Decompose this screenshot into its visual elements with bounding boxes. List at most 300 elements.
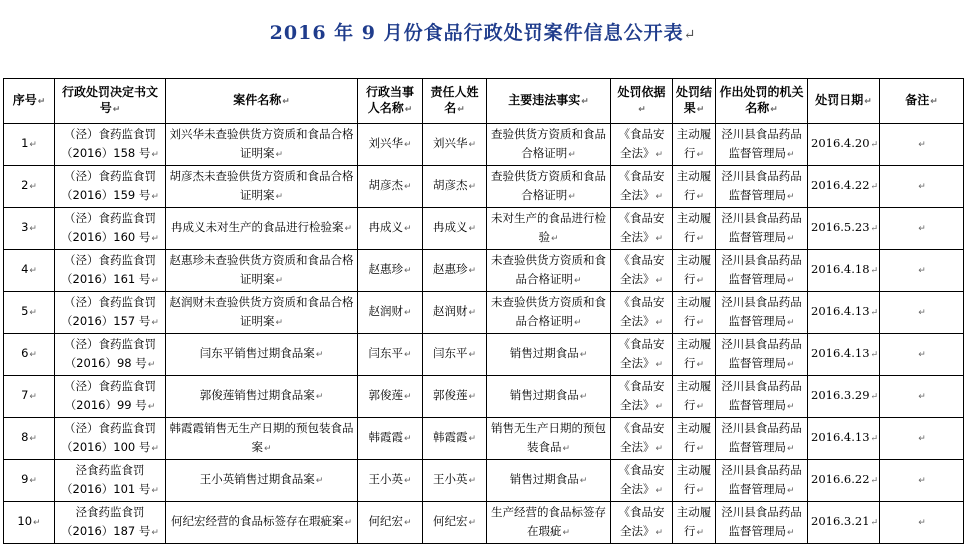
main-violation-fact-cell bbox=[487, 250, 611, 292]
penalty-result: 主动履行 bbox=[676, 168, 712, 202]
paragraph-mark-icon: ↵ bbox=[403, 350, 412, 360]
main-violation-fact-cell bbox=[487, 208, 611, 250]
case-name-cell bbox=[166, 460, 358, 502]
responsible-person-cell bbox=[423, 334, 487, 376]
decision-doc-number-cell bbox=[55, 334, 166, 376]
responsible-person-cell bbox=[423, 208, 487, 250]
paragraph-mark-icon: ↵ bbox=[151, 485, 159, 496]
responsible-person: 刘兴华 bbox=[432, 136, 468, 150]
paragraph-mark-icon: ↵ bbox=[655, 317, 664, 328]
paragraph-mark-icon: ↵ bbox=[37, 97, 46, 107]
penalty-result: 主动履行 bbox=[676, 420, 712, 454]
paragraph-mark-icon: ↵ bbox=[918, 392, 926, 402]
case-name: 韩霞霞销售无生产日期的预包装食品案 bbox=[169, 420, 354, 454]
row-number-cell bbox=[4, 460, 55, 502]
main-violation-fact-cell bbox=[487, 334, 611, 376]
penalty-result: 主动履行 bbox=[676, 336, 712, 370]
penalty-date: 2016.6.22 bbox=[811, 472, 870, 486]
decision-doc-number: （泾）食药监食罚（2016）159 号 bbox=[61, 168, 156, 202]
main-violation-fact: 销售无生产日期的预包装食品 bbox=[491, 420, 606, 454]
paragraph-mark-icon: ↵ bbox=[457, 105, 465, 115]
responsible-person-cell bbox=[423, 502, 487, 544]
paragraph-mark-icon: ↵ bbox=[315, 476, 324, 486]
row-number-cell bbox=[4, 250, 55, 292]
penalty-table-container bbox=[3, 78, 963, 544]
paragraph-mark-icon: ↵ bbox=[151, 443, 159, 454]
case-name: 何纪宏经营的食品标签存在瑕疵案 bbox=[170, 514, 344, 528]
party-name-cell bbox=[358, 208, 423, 250]
paragraph-mark-icon: ↵ bbox=[468, 476, 477, 486]
penalty-result: 主动履行 bbox=[676, 210, 712, 244]
decision-doc-number-cell bbox=[55, 502, 166, 544]
responsible-person: 胡彦杰 bbox=[432, 178, 468, 192]
party-name-cell bbox=[358, 418, 423, 460]
row-number-cell bbox=[4, 334, 55, 376]
penalty-date: 2016.4.20 bbox=[811, 136, 870, 150]
paragraph-mark-icon: ↵ bbox=[655, 401, 664, 412]
penalty-basis: 《食品安全法》 bbox=[618, 378, 665, 412]
remarks-cell bbox=[880, 250, 964, 292]
penalty-result: 主动履行 bbox=[676, 462, 712, 496]
issuing-authority: 泾川县食品药品监督管理局 bbox=[721, 378, 802, 412]
responsible-person-cell bbox=[423, 166, 487, 208]
penalty-basis-cell bbox=[611, 292, 673, 334]
penalty-basis: 《食品安全法》 bbox=[618, 420, 665, 454]
paragraph-mark-icon: ↵ bbox=[696, 317, 705, 328]
paragraph-mark-icon: ↵ bbox=[282, 97, 290, 107]
paragraph-mark-icon: ↵ bbox=[655, 191, 664, 202]
responsible-person: 何纪宏 bbox=[432, 514, 468, 528]
paragraph-mark-icon: ↵ bbox=[655, 275, 664, 286]
penalty-result-cell bbox=[673, 460, 716, 502]
party-name: 赵润财 bbox=[368, 304, 403, 318]
penalty-basis-cell bbox=[611, 166, 673, 208]
table-row bbox=[4, 334, 964, 376]
issuing-authority: 泾川县食品药品监督管理局 bbox=[721, 294, 802, 328]
party-name: 胡彦杰 bbox=[368, 178, 403, 192]
case-name-cell bbox=[166, 418, 358, 460]
penalty-result: 主动履行 bbox=[676, 378, 712, 412]
paragraph-mark-icon: ↵ bbox=[786, 275, 795, 286]
column-header bbox=[716, 79, 808, 124]
penalty-result-cell bbox=[673, 292, 716, 334]
paragraph-mark-icon: ↵ bbox=[870, 392, 879, 402]
paragraph-mark-icon: ↵ bbox=[918, 350, 926, 360]
party-name: 冉成义 bbox=[368, 220, 403, 234]
table-row bbox=[4, 166, 964, 208]
paragraph-mark-icon: ↵ bbox=[655, 485, 664, 496]
paragraph-mark-icon: ↵ bbox=[151, 149, 159, 160]
penalty-basis-cell bbox=[611, 460, 673, 502]
row-number-cell bbox=[4, 208, 55, 250]
penalty-result-cell bbox=[673, 418, 716, 460]
issuing-authority-cell bbox=[716, 208, 808, 250]
decision-doc-number-cell bbox=[55, 208, 166, 250]
paragraph-mark-icon: ↵ bbox=[29, 350, 37, 360]
paragraph-mark-icon: ↵ bbox=[696, 485, 705, 496]
paragraph-mark-icon: ↵ bbox=[404, 105, 413, 115]
penalty-result: 主动履行 bbox=[676, 294, 712, 328]
penalty-date: 2016.4.18 bbox=[811, 262, 870, 276]
column-header bbox=[4, 79, 55, 124]
remarks-cell bbox=[880, 460, 964, 502]
paragraph-mark-icon: ↵ bbox=[550, 233, 559, 244]
penalty-date-cell bbox=[808, 250, 880, 292]
main-violation-fact-cell bbox=[487, 502, 611, 544]
paragraph-mark-icon: ↵ bbox=[29, 224, 37, 234]
paragraph-mark-icon: ↵ bbox=[403, 308, 412, 318]
case-name: 闫东平销售过期食品案 bbox=[199, 346, 315, 360]
table-row bbox=[4, 418, 964, 460]
main-violation-fact-cell bbox=[487, 124, 611, 166]
penalty-date-cell bbox=[808, 334, 880, 376]
paragraph-mark-icon: ↵ bbox=[918, 308, 926, 318]
table-row bbox=[4, 250, 964, 292]
penalty-basis-cell bbox=[611, 334, 673, 376]
paragraph-mark-icon: ↵ bbox=[579, 350, 588, 360]
penalty-basis-cell bbox=[611, 418, 673, 460]
penalty-date: 2016.4.13 bbox=[811, 346, 870, 360]
case-name: 胡彦杰未查验供货方资质和食品合格证明案 bbox=[169, 168, 354, 202]
row-number: 8 bbox=[21, 430, 29, 444]
issuing-authority-cell bbox=[716, 334, 808, 376]
paragraph-mark-icon: ↵ bbox=[579, 392, 588, 402]
decision-doc-number: 泾食药监食罚（2016）187 号 bbox=[61, 504, 151, 538]
penalty-basis: 《食品安全法》 bbox=[618, 294, 665, 328]
paragraph-mark-icon: ↵ bbox=[786, 527, 795, 538]
paragraph-mark-icon: ↵ bbox=[29, 140, 37, 150]
paragraph-mark-icon: ↵ bbox=[403, 182, 412, 192]
paragraph-mark-icon: ↵ bbox=[696, 359, 705, 370]
issuing-authority-cell bbox=[716, 418, 808, 460]
decision-doc-number-cell bbox=[55, 250, 166, 292]
main-violation-fact: 销售过期食品 bbox=[509, 388, 579, 402]
column-header-label: 序号 bbox=[12, 93, 37, 107]
paragraph-mark-icon: ↵ bbox=[403, 224, 412, 234]
party-name-cell bbox=[358, 250, 423, 292]
paragraph-mark-icon: ↵ bbox=[918, 434, 926, 444]
row-number: 10 bbox=[17, 514, 33, 528]
column-header bbox=[880, 79, 964, 124]
penalty-date-cell bbox=[808, 166, 880, 208]
party-name: 韩霞霞 bbox=[368, 430, 403, 444]
paragraph-mark-icon: ↵ bbox=[870, 350, 879, 360]
decision-doc-number: （泾）食药监食罚（2016）157 号 bbox=[61, 294, 156, 328]
column-header-label: 处罚结果 bbox=[676, 85, 713, 115]
issuing-authority: 泾川县食品药品监督管理局 bbox=[721, 462, 802, 496]
case-name-cell bbox=[166, 208, 358, 250]
responsible-person: 闫东平 bbox=[432, 346, 468, 360]
main-violation-fact-cell bbox=[487, 376, 611, 418]
paragraph-mark-icon: ↵ bbox=[29, 434, 37, 444]
row-number: 5 bbox=[21, 304, 29, 318]
paragraph-mark-icon: ↵ bbox=[864, 97, 872, 107]
column-header bbox=[487, 79, 611, 124]
penalty-date-cell bbox=[808, 502, 880, 544]
paragraph-mark-icon: ↵ bbox=[562, 527, 571, 538]
party-name: 闫东平 bbox=[368, 346, 403, 360]
responsible-person: 王小英 bbox=[432, 472, 468, 486]
column-header-label: 处罚日期 bbox=[815, 93, 864, 107]
responsible-person: 赵润财 bbox=[432, 304, 468, 318]
responsible-person-cell bbox=[423, 418, 487, 460]
paragraph-mark-icon: ↵ bbox=[468, 392, 477, 402]
paragraph-mark-icon: ↵ bbox=[696, 105, 705, 115]
paragraph-mark-icon: ↵ bbox=[275, 149, 284, 160]
table-row bbox=[4, 208, 964, 250]
remarks-cell bbox=[880, 502, 964, 544]
case-name-cell bbox=[166, 334, 358, 376]
column-header-label: 行政当事人名称 bbox=[365, 85, 414, 115]
column-header bbox=[808, 79, 880, 124]
main-violation-fact-cell bbox=[487, 460, 611, 502]
penalty-result-cell bbox=[673, 334, 716, 376]
paragraph-mark-icon: ↵ bbox=[275, 317, 284, 328]
issuing-authority-cell bbox=[716, 166, 808, 208]
remarks-cell bbox=[880, 334, 964, 376]
penalty-result: 主动履行 bbox=[676, 252, 712, 286]
case-name: 郭俊莲销售过期食品案 bbox=[199, 388, 315, 402]
case-name-cell bbox=[166, 166, 358, 208]
penalty-result: 主动履行 bbox=[676, 504, 712, 538]
main-violation-fact: 未对生产的食品进行检验 bbox=[491, 210, 606, 244]
penalty-basis: 《食品安全法》 bbox=[618, 462, 665, 496]
paragraph-mark-icon: ↵ bbox=[638, 105, 646, 115]
paragraph-mark-icon: ↵ bbox=[696, 443, 705, 454]
paragraph-mark-icon: ↵ bbox=[581, 97, 589, 107]
paragraph-mark-icon: ↵ bbox=[870, 182, 879, 192]
penalty-date-cell bbox=[808, 418, 880, 460]
paragraph-mark-icon: ↵ bbox=[568, 191, 576, 202]
issuing-authority: 泾川县食品药品监督管理局 bbox=[721, 252, 802, 286]
penalty-basis: 《食品安全法》 bbox=[618, 336, 665, 370]
case-name-cell bbox=[166, 292, 358, 334]
responsible-person: 冉成义 bbox=[432, 220, 468, 234]
issuing-authority: 泾川县食品药品监督管理局 bbox=[721, 126, 802, 160]
paragraph-mark-icon: ↵ bbox=[263, 443, 272, 454]
party-name: 何纪宏 bbox=[368, 514, 403, 528]
paragraph-mark-icon: ↵ bbox=[403, 476, 412, 486]
paragraph-mark-icon: ↵ bbox=[918, 266, 926, 276]
paragraph-mark-icon: ↵ bbox=[151, 317, 159, 328]
remarks-cell bbox=[880, 376, 964, 418]
decision-doc-number: 泾食药监食罚（2016）101 号 bbox=[61, 462, 151, 496]
row-number: 2 bbox=[21, 178, 29, 192]
responsible-person-cell bbox=[423, 460, 487, 502]
paragraph-mark-icon: ↵ bbox=[870, 266, 879, 276]
responsible-person-cell bbox=[423, 250, 487, 292]
paragraph-mark-icon: ↵ bbox=[655, 443, 664, 454]
paragraph-mark-icon: ↵ bbox=[786, 401, 795, 412]
main-violation-fact: 销售过期食品 bbox=[509, 346, 579, 360]
row-number-cell bbox=[4, 292, 55, 334]
responsible-person-cell bbox=[423, 292, 487, 334]
party-name: 王小英 bbox=[368, 472, 403, 486]
paragraph-mark-icon: ↵ bbox=[696, 401, 705, 412]
table-row bbox=[4, 124, 964, 166]
issuing-authority: 泾川县食品药品监督管理局 bbox=[721, 168, 802, 202]
paragraph-mark-icon: ↵ bbox=[918, 476, 926, 486]
table-row bbox=[4, 460, 964, 502]
responsible-person-cell bbox=[423, 376, 487, 418]
paragraph-mark-icon: ↵ bbox=[786, 485, 795, 496]
column-header bbox=[166, 79, 358, 124]
decision-doc-number-cell bbox=[55, 460, 166, 502]
paragraph-mark-icon: ↵ bbox=[683, 27, 697, 43]
paragraph-mark-icon: ↵ bbox=[468, 140, 477, 150]
remarks-cell bbox=[880, 292, 964, 334]
penalty-date-cell bbox=[808, 460, 880, 502]
paragraph-mark-icon: ↵ bbox=[151, 191, 159, 202]
paragraph-mark-icon: ↵ bbox=[870, 476, 879, 486]
paragraph-mark-icon: ↵ bbox=[870, 308, 879, 318]
table-row bbox=[4, 502, 964, 544]
paragraph-mark-icon: ↵ bbox=[786, 359, 795, 370]
main-violation-fact: 生产经营的食品标签存在瑕疵 bbox=[491, 504, 606, 538]
penalty-date-cell bbox=[808, 124, 880, 166]
case-name-cell bbox=[166, 376, 358, 418]
penalty-basis: 《食品安全法》 bbox=[618, 504, 665, 538]
paragraph-mark-icon: ↵ bbox=[403, 518, 412, 528]
party-name: 赵惠珍 bbox=[368, 262, 403, 276]
main-violation-fact: 销售过期食品 bbox=[509, 472, 579, 486]
case-name: 赵惠珍未查验供货方资质和食品合格证明案 bbox=[169, 252, 354, 286]
party-name-cell bbox=[358, 166, 423, 208]
penalty-date: 2016.3.21 bbox=[811, 514, 870, 528]
paragraph-mark-icon: ↵ bbox=[696, 527, 705, 538]
party-name: 刘兴华 bbox=[368, 136, 403, 150]
paragraph-mark-icon: ↵ bbox=[275, 191, 284, 202]
paragraph-mark-icon: ↵ bbox=[29, 308, 37, 318]
column-header bbox=[611, 79, 673, 124]
main-violation-fact: 查验供货方资质和食品合格证明 bbox=[491, 168, 606, 202]
table-header-row bbox=[4, 79, 964, 124]
column-header-label: 备注 bbox=[905, 93, 930, 107]
party-name: 郭俊莲 bbox=[368, 388, 403, 402]
decision-doc-number: （泾）食药监食罚（2016）160 号 bbox=[61, 210, 156, 244]
paragraph-mark-icon: ↵ bbox=[573, 275, 582, 286]
main-violation-fact-cell bbox=[487, 292, 611, 334]
paragraph-mark-icon: ↵ bbox=[786, 443, 795, 454]
main-violation-fact: 未查验供货方资质和食品合格证明 bbox=[491, 252, 606, 286]
penalty-basis-cell bbox=[611, 250, 673, 292]
paragraph-mark-icon: ↵ bbox=[315, 392, 324, 402]
paragraph-mark-icon: ↵ bbox=[29, 392, 37, 402]
issuing-authority-cell bbox=[716, 502, 808, 544]
paragraph-mark-icon: ↵ bbox=[147, 359, 156, 370]
responsible-person: 郭俊莲 bbox=[432, 388, 468, 402]
main-violation-fact-cell bbox=[487, 166, 611, 208]
penalty-basis-cell bbox=[611, 208, 673, 250]
paragraph-mark-icon: ↵ bbox=[29, 266, 37, 276]
row-number-cell bbox=[4, 124, 55, 166]
paragraph-mark-icon: ↵ bbox=[696, 149, 705, 160]
table-row bbox=[4, 292, 964, 334]
paragraph-mark-icon: ↵ bbox=[112, 105, 121, 115]
paragraph-mark-icon: ↵ bbox=[403, 140, 412, 150]
case-name: 赵润财未查验供货方资质和食品合格证明案 bbox=[169, 294, 354, 328]
paragraph-mark-icon: ↵ bbox=[573, 317, 582, 328]
row-number-cell bbox=[4, 418, 55, 460]
decision-doc-number-cell bbox=[55, 376, 166, 418]
penalty-result-cell bbox=[673, 166, 716, 208]
issuing-authority-cell bbox=[716, 292, 808, 334]
paragraph-mark-icon: ↵ bbox=[151, 527, 159, 538]
paragraph-mark-icon: ↵ bbox=[655, 359, 664, 370]
remarks-cell bbox=[880, 124, 964, 166]
decision-doc-number: （泾）食药监食罚（2016）100 号 bbox=[61, 420, 156, 454]
paragraph-mark-icon: ↵ bbox=[403, 392, 412, 402]
column-header bbox=[358, 79, 423, 124]
party-name-cell bbox=[358, 460, 423, 502]
penalty-table bbox=[3, 78, 964, 544]
remarks-cell bbox=[880, 418, 964, 460]
main-violation-fact: 未查验供货方资质和食品合格证明 bbox=[491, 294, 606, 328]
paragraph-mark-icon: ↵ bbox=[29, 476, 37, 486]
issuing-authority: 泾川县食品药品监督管理局 bbox=[721, 504, 802, 538]
decision-doc-number-cell bbox=[55, 292, 166, 334]
issuing-authority-cell bbox=[716, 124, 808, 166]
paragraph-mark-icon: ↵ bbox=[468, 266, 477, 276]
table-body bbox=[4, 124, 964, 544]
responsible-person-cell bbox=[423, 124, 487, 166]
paragraph-mark-icon: ↵ bbox=[918, 518, 926, 528]
column-header-label: 主要违法事实 bbox=[508, 93, 581, 107]
penalty-date-cell bbox=[808, 208, 880, 250]
issuing-authority: 泾川县食品药品监督管理局 bbox=[721, 210, 802, 244]
case-name-cell bbox=[166, 250, 358, 292]
paragraph-mark-icon: ↵ bbox=[468, 224, 477, 234]
row-number: 7 bbox=[21, 388, 29, 402]
penalty-basis: 《食品安全法》 bbox=[618, 210, 665, 244]
decision-doc-number: （泾）食药监食罚（2016）98 号 bbox=[64, 336, 156, 370]
row-number: 4 bbox=[21, 262, 29, 276]
paragraph-mark-icon: ↵ bbox=[579, 476, 588, 486]
penalty-result-cell bbox=[673, 124, 716, 166]
decision-doc-number-cell bbox=[55, 166, 166, 208]
party-name-cell bbox=[358, 292, 423, 334]
case-name-cell bbox=[166, 502, 358, 544]
paragraph-mark-icon: ↵ bbox=[770, 105, 778, 115]
paragraph-mark-icon: ↵ bbox=[344, 224, 353, 234]
paragraph-mark-icon: ↵ bbox=[870, 140, 879, 150]
row-number-cell bbox=[4, 166, 55, 208]
paragraph-mark-icon: ↵ bbox=[918, 182, 926, 192]
paragraph-mark-icon: ↵ bbox=[696, 233, 705, 244]
penalty-result-cell bbox=[673, 208, 716, 250]
issuing-authority: 泾川县食品药品监督管理局 bbox=[721, 336, 802, 370]
row-number: 9 bbox=[21, 472, 29, 486]
table-row bbox=[4, 376, 964, 418]
penalty-date: 2016.4.13 bbox=[811, 430, 870, 444]
paragraph-mark-icon: ↵ bbox=[147, 401, 156, 412]
paragraph-mark-icon: ↵ bbox=[568, 149, 576, 160]
penalty-result-cell bbox=[673, 376, 716, 418]
responsible-person: 赵惠珍 bbox=[432, 262, 468, 276]
penalty-date: 2016.4.13 bbox=[811, 304, 870, 318]
paragraph-mark-icon: ↵ bbox=[33, 518, 41, 528]
paragraph-mark-icon: ↵ bbox=[786, 317, 795, 328]
page-title bbox=[0, 18, 966, 45]
paragraph-mark-icon: ↵ bbox=[655, 149, 664, 160]
column-header-label: 案件名称 bbox=[233, 93, 282, 107]
paragraph-mark-icon: ↵ bbox=[918, 140, 926, 150]
decision-doc-number-cell bbox=[55, 418, 166, 460]
remarks-cell bbox=[880, 166, 964, 208]
penalty-date-cell bbox=[808, 376, 880, 418]
paragraph-mark-icon: ↵ bbox=[468, 518, 477, 528]
decision-doc-number: （泾）食药监食罚（2016）161 号 bbox=[61, 252, 156, 286]
